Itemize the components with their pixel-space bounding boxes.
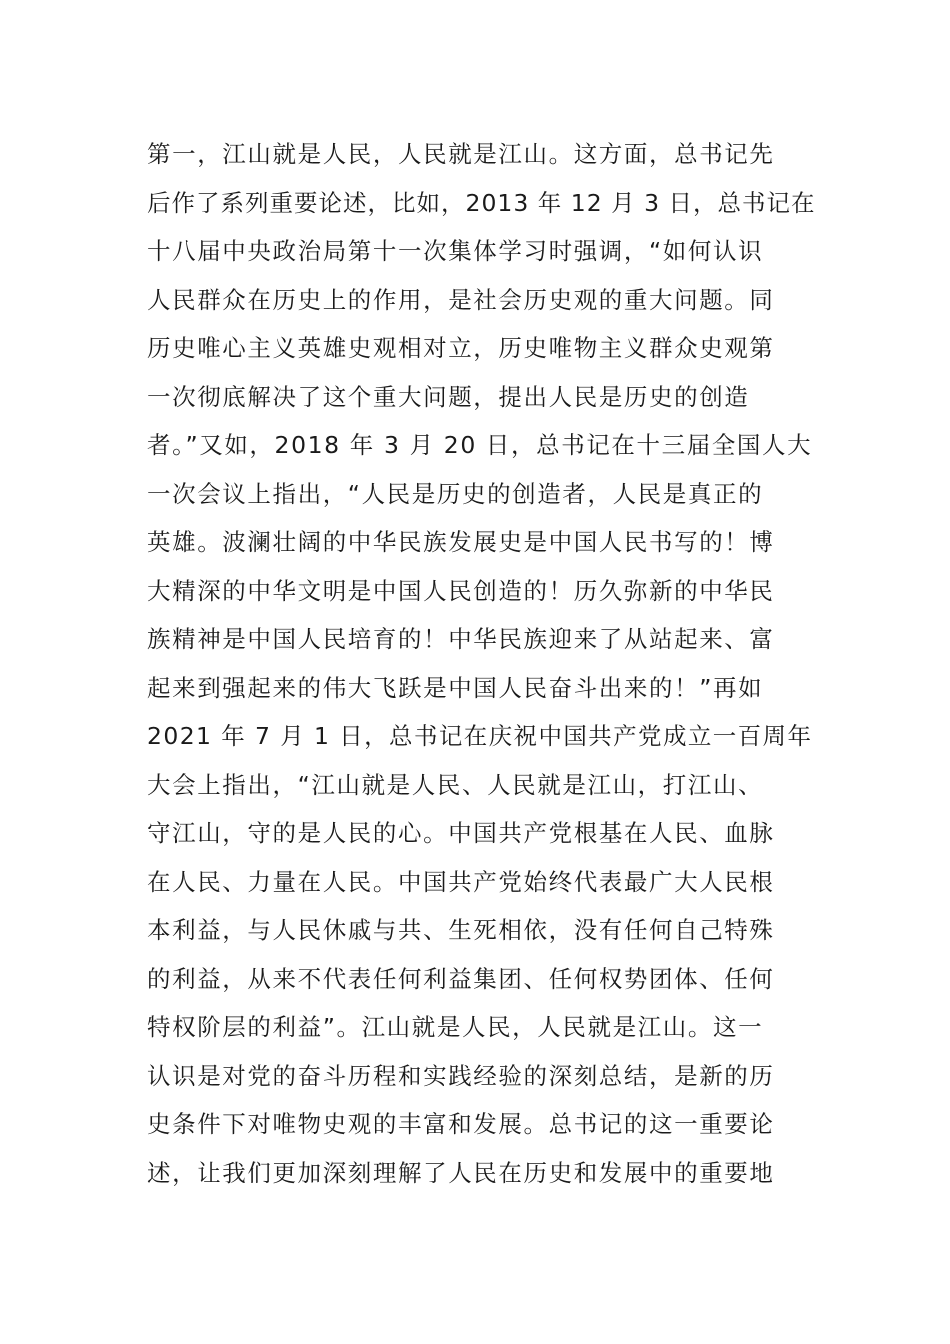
text-line-18: 的利益，从来不代表任何利益集团、任何权势团体、任何 (147, 964, 775, 993)
text-line-12: 起来到强起来的伟大飞跃是中国人民奋斗出来的！”再如 (147, 673, 764, 702)
text-line-4: 人民群众在历史上的作用，是社会历史观的重大问题。同 (147, 285, 775, 314)
text-line-19: 特权阶层的利益”。江山就是人民，人民就是江山。这一 (147, 1013, 764, 1041)
text-line-5: 历史唯心主义英雄史观相对立，历史唯物主义群众史观第 (147, 334, 775, 362)
text-line-16: 在人民、力量在人民。中国共产党始终代表最广大人民根 (147, 867, 775, 896)
text-line-21: 史条件下对唯物史观的丰富和发展。总书记的这一重要论 (147, 1110, 775, 1138)
text-line-17: 本利益，与人民休戚与共、生死相依，没有任何自己特殊 (147, 916, 775, 944)
text-line-8: 一次会议上指出，“人民是历史的创造者，人民是真正的 (147, 479, 764, 508)
text-line-10: 大精深的中华文明是中国人民创造的！历久弥新的中华民 (147, 576, 775, 605)
body-paragraph (147, 130, 817, 1197)
text-line-6: 一次彻底解决了这个重大问题，提出人民是历史的创造 (147, 382, 750, 411)
text-line-7: 者。”又如，2018 年 3 月 20 日，总书记在十三届全国人大 (147, 431, 813, 459)
text-line-1: 第一，江山就是人民，人民就是江山。这方面，总书记先 (147, 140, 775, 168)
text-line-3: 十八届中央政治局第十一次集体学习时强调，“如何认识 (147, 237, 764, 265)
text-line-14: 大会上指出，“江山就是人民、人民就是江山，打江山、 (147, 770, 764, 799)
text-line-13: 2021 年 7 月 1 日，总书记在庆祝中国共产党成立一百周年 (147, 722, 813, 750)
text-line-15: 守江山，守的是人民的心。中国共产党根基在人民、血脉 (147, 819, 775, 847)
text-line-2: 后作了系列重要论述，比如，2013 年 12 月 3 日，总书记在 (147, 188, 816, 217)
text-line-22: 述，让我们更加深刻理解了人民在历史和发展中的重要地 (147, 1158, 775, 1187)
text-line-9: 英雄。波澜壮阔的中华民族发展史是中国人民书写的！博 (147, 528, 775, 556)
text-line-20: 认识是对党的奋斗历程和实践经验的深刻总结，是新的历 (147, 1061, 775, 1090)
text-line-11: 族精神是中国人民培育的！中华民族迎来了从站起来、富 (147, 625, 775, 653)
